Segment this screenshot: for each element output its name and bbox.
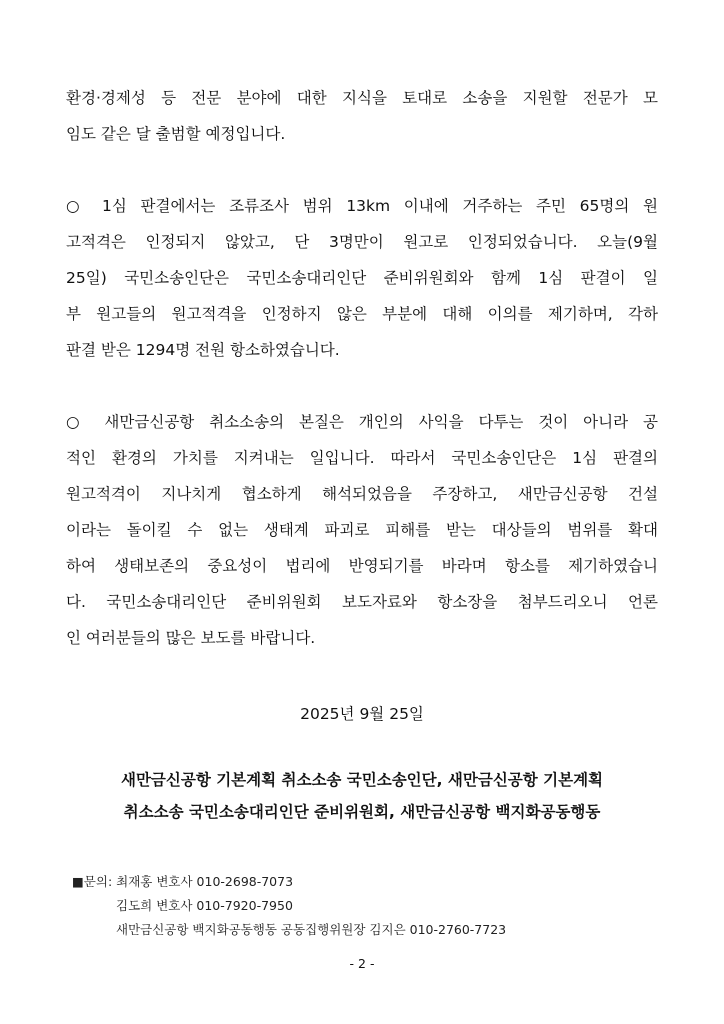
paragraph-1 (66, 80, 658, 152)
paragraph-line: ○ 새만금신공항 취소소송의 본질은 개인의 사익을 다투는 것이 아니라 공 (66, 413, 658, 431)
paragraph-line: 하여 생태보존의 중요성이 법리에 반영되기를 바라며 항소를 제기하였습니 (66, 557, 658, 575)
paragraph-line: 다. 국민소송대리인단 준비위원회 보도자료와 항소장을 첨부드리오니 언론 (66, 593, 658, 611)
document-date: 2025년 9월 25일 (300, 705, 424, 723)
paragraph-line: 인 여러분들의 많은 보도를 바랍니다. (66, 629, 316, 647)
paragraph-line: 환경·경제성 등 전문 분야에 대한 지식을 토대로 소송을 지원할 전문가 모 (66, 89, 658, 107)
contact-info (72, 870, 506, 942)
organization-signature (0, 764, 724, 828)
organization-line: 새만금신공항 기본계획 취소소송 국민소송인단, 새만금신공항 기본계획 (120, 771, 604, 789)
paragraph-line: 판결 받은 1294명 전원 항소하였습니다. (66, 341, 340, 359)
organization-line: 취소소송 국민소송대리인단 준비위원회, 새만금신공항 백지화공동행동 (123, 803, 601, 821)
paragraph-line: 임도 같은 달 출범할 예정입니다. (66, 125, 286, 143)
paragraph-line: 원고적격이 지나치게 협소하게 해석되었음을 주장하고, 새만금신공항 건설 (66, 485, 658, 503)
contact-line: 김도희 변호사 010-7920-7950 (116, 898, 293, 913)
paragraph-line: 적인 환경의 가치를 지켜내는 일입니다. 따라서 국민소송인단은 1심 판결의 (66, 449, 658, 467)
paragraph-line: 부 원고들의 원고적격을 인정하지 않은 부분에 대해 이의를 제기하며, 각하 (66, 305, 658, 323)
paragraph-line: 이라는 돌이킬 수 없는 생태계 파괴로 피해를 받는 대상들의 범위를 확대 (66, 521, 658, 539)
paragraph-line: ○ 1심 판결에서는 조류조사 범위 13km 이내에 거주하는 주민 65명의 원 (66, 197, 658, 215)
paragraph-line: 25일) 국민소송인단은 국민소송대리인단 준비위원회와 함께 1심 판결이 일 (66, 269, 658, 287)
contact-line: 새만금신공항 백지화공동행동 공동집행위원장 김지은 010-2760-7723 (116, 922, 507, 937)
contact-line: ■문의: 최재홍 변호사 010-2698-7073 (72, 874, 294, 889)
page-number: - 2 - (349, 956, 375, 971)
paragraph-3 (66, 404, 658, 656)
paragraph-line: 고적격은 인정되지 않았고, 단 3명만이 원고로 인정되었습니다. 오늘(9월 (66, 233, 658, 251)
paragraph-2 (66, 188, 658, 368)
